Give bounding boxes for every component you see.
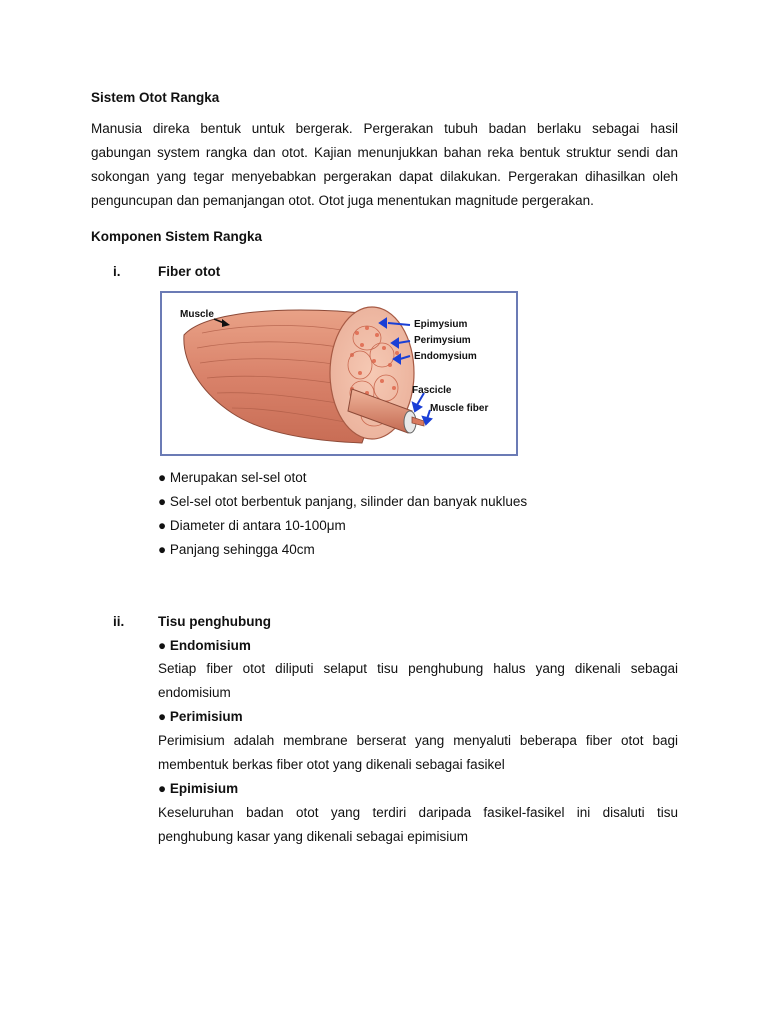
item2-title: Tisu penghubung	[158, 614, 271, 629]
label-muscle: Muscle	[180, 309, 214, 320]
label-endomysium: Endomysium	[414, 351, 477, 362]
perimisium-line-1: Perimisium adalah membrane berserat yang menyaluti beberapa fiber otot bagi	[158, 733, 678, 748]
item1-bullet-1: ● Merupakan sel-sel otot	[158, 470, 307, 485]
epimisium-line-2: penghubung kasar yang dikenali sebagai epimisium	[158, 829, 468, 844]
page-heading: Sistem Otot Rangka	[91, 90, 220, 105]
section-title: Komponen Sistem Rangka	[91, 229, 263, 244]
muscle-diagram	[162, 293, 516, 454]
intro-line-4: penguncupan dan pemanjangan otot. Otot juga menentukan magnitude pergerakan.	[91, 193, 594, 208]
label-muscle-fiber: Muscle fiber	[430, 403, 489, 414]
item1-bullet-4: ● Panjang sehingga 40cm	[158, 542, 315, 557]
endomisium-line-2: endomisium	[158, 685, 231, 700]
label-perimysium: Perimysium	[414, 335, 471, 346]
perimisium-title: ● Perimisium	[158, 709, 243, 724]
label-epimysium: Epimysium	[414, 319, 468, 330]
label-fascicle: Fascicle	[412, 385, 452, 396]
item1-bullet-2: ● Sel-sel otot berbentuk panjang, silinder dan banyak nuklues	[158, 494, 528, 509]
item2-numeral: ii.	[113, 614, 125, 629]
intro-line-3: sokongan yang tegar menyebabkan pergerakan dapat dilakukan. Pergerakan dihasilkan oleh	[91, 169, 678, 184]
epimisium-title: ● Epimisium	[158, 781, 239, 796]
item1-title: Fiber otot	[158, 264, 221, 279]
item1-numeral: i.	[113, 264, 121, 279]
intro-line-2: gabungan system rangka dan otot. Kajian menunjukkan bahan reka bentuk struktur sendi dan	[91, 145, 678, 160]
endomisium-line-1: Setiap fiber otot diliputi selaput tisu penghubung halus yang dikenali sebagai	[158, 661, 678, 676]
epimisium-line-1: Keseluruhan badan otot yang terdiri daripada fasikel-fasikel ini disaluti tisu	[158, 805, 678, 820]
item1-bullet-3: ● Diameter di antara 10-100μm	[158, 518, 346, 533]
endomisium-title: ● Endomisium	[158, 638, 251, 653]
intro-line-1: Manusia direka bentuk untuk bergerak. Pergerakan tubuh badan berlaku sebagai hasil	[91, 121, 678, 136]
muscle-anatomy-figure	[160, 291, 518, 456]
perimisium-line-2: membentuk berkas fiber otot yang dikenali sebagai fasikel	[158, 757, 505, 772]
